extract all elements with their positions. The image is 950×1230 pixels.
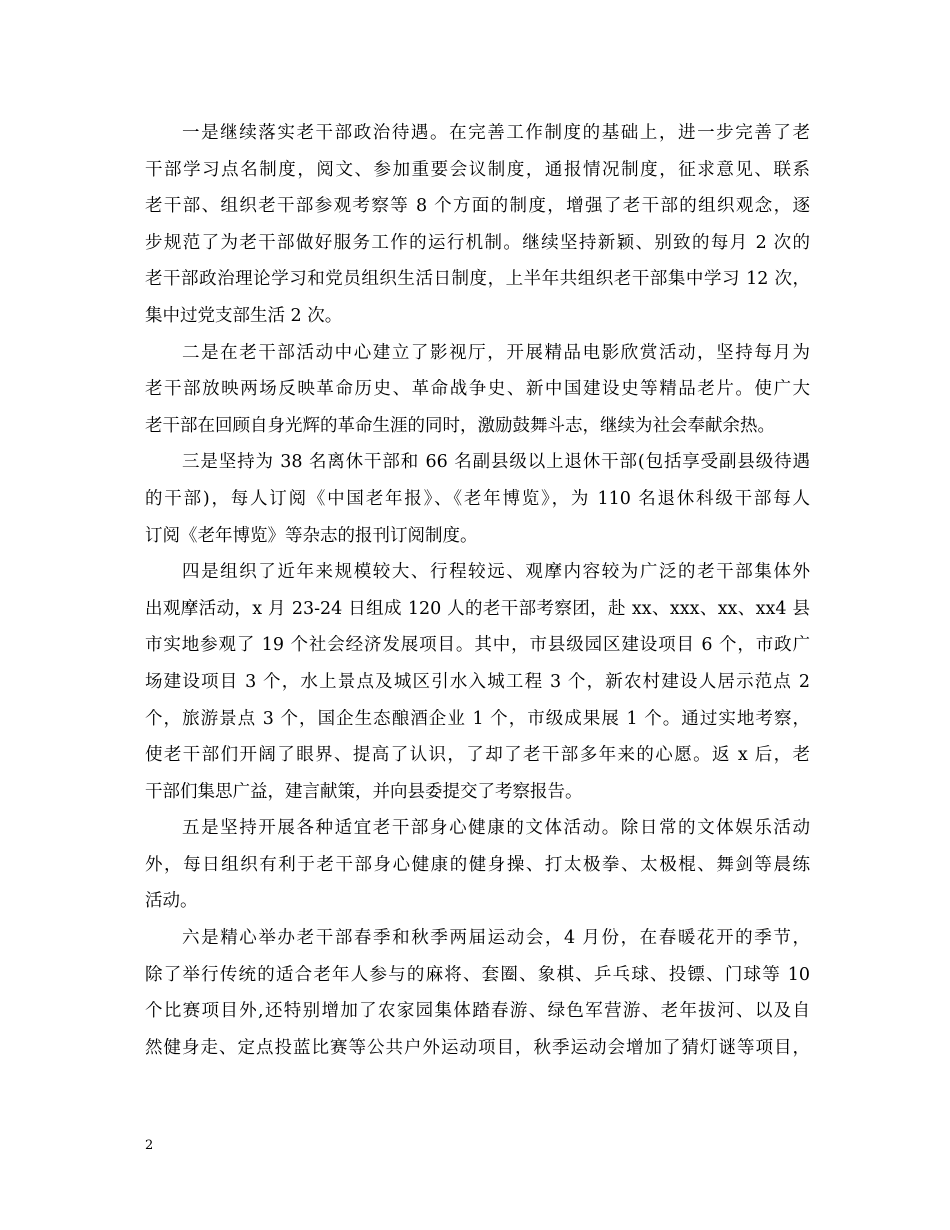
paragraph-1-line-5: 老干部政治理论学习和党员组织生活日制度，上半年共组织老干部集中学习 12 次， [145, 269, 810, 290]
paragraph-1-line-4: 步规范了为老干部做好服务工作的运行机制。继续坚持新颖、别致的每月 2 次的 [145, 232, 810, 253]
paragraph-6-line-3: 个比赛项目外,还特别增加了农家园集体踏春游、绿色军营游、老年拔河、以及自 [145, 1001, 810, 1022]
paragraph-6-line-2: 除了举行传统的适合老年人参与的麻将、套圈、象棋、乒乓球、投镖、门球等 10 [145, 964, 810, 985]
paragraph-2-line-2: 老干部放映两场反映革命历史、革命战争史、新中国建设史等精品老片。使广大 [145, 379, 810, 400]
paragraph-4-line-4: 场建设项目 3 个，水上景点及城区引水入城工程 3 个，新农村建设人居示范点 2 [145, 671, 810, 692]
paragraph-3-line-1: 三是坚持为 38 名离休干部和 66 名副县级以上退休干部(包括享受副县级待遇 [182, 452, 810, 473]
paragraph-1-line-1: 一是继续落实老干部政治待遇。在完善工作制度的基础上，进一步完善了老 [182, 123, 810, 143]
paragraph-4-line-1: 四是组织了近年来规模较大、行程较远、观摩内容较为广泛的老干部集体外 [182, 562, 810, 583]
page-number: 2 [145, 1138, 154, 1153]
paragraph-4-line-7: 干部们集思广益，建言献策，并向县委提交了考察报告。 [145, 781, 583, 802]
paragraph-6-line-1: 六是精心举办老干部春季和秋季两届运动会，4 月份，在春暖花开的季节， [182, 928, 810, 949]
paragraph-4-line-2: 出观摩活动，x 月 23-24 日组成 120 人的老干部考察团，赴 xx、xxx、xx、xx4 县 [145, 598, 810, 619]
paragraph-3-line-3: 订阅《老年博览》等杂志的报刊订阅制度。 [145, 525, 478, 546]
paragraph-1-line-3: 老干部、组织老干部参观考察等 8 个方面的制度，增强了老干部的组织观念，逐 [145, 196, 810, 217]
paragraph-4-line-3: 市实地参观了 19 个社会经济发展项目。其中，市县级园区建设项目 6 个，市政广 [145, 635, 810, 656]
paragraph-2-line-1: 二是在老干部活动中心建立了影视厅，开展精品电影欣赏活动，坚持每月为 [182, 342, 810, 363]
paragraph-5-line-2: 外，每日组织有利于老干部身心健康的健身操、打太极拳、太极棍、舞剑等晨练 [145, 854, 810, 875]
document-body [145, 115, 810, 1066]
paragraph-4-line-5: 个，旅游景点 3 个，国企生态酿酒企业 1 个，市级成果展 1 个。通过实地考察， [145, 708, 810, 729]
paragraph-6-line-4: 然健身走、定点投蓝比赛等公共户外运动项目，秋季运动会增加了猜灯谜等项目， [145, 1037, 810, 1058]
paragraph-1-line-2: 干部学习点名制度，阅文、参加重要会议制度，通报情况制度，征求意见、联系 [145, 159, 810, 180]
paragraph-3-line-2: 的干部)，每人订阅《中国老年报》、《老年博览》，为 110 名退休科级干部每人 [145, 488, 810, 509]
paragraph-4-line-6: 使老干部们开阔了眼界、提高了认识，了却了老干部多年来的心愿。返 x 后，老 [145, 745, 810, 766]
paragraph-5-line-1: 五是坚持开展各种适宜老干部身心健康的文体活动。除日常的文体娱乐活动 [182, 818, 810, 839]
paragraph-5-line-3: 活动。 [145, 891, 198, 912]
paragraph-1-line-6: 集中过党支部生活 2 次。 [145, 305, 343, 326]
paragraph-2-line-3: 老干部在回顾自身光辉的革命生涯的同时，激励鼓舞斗志，继续为社会奉献余热。 [145, 415, 775, 436]
